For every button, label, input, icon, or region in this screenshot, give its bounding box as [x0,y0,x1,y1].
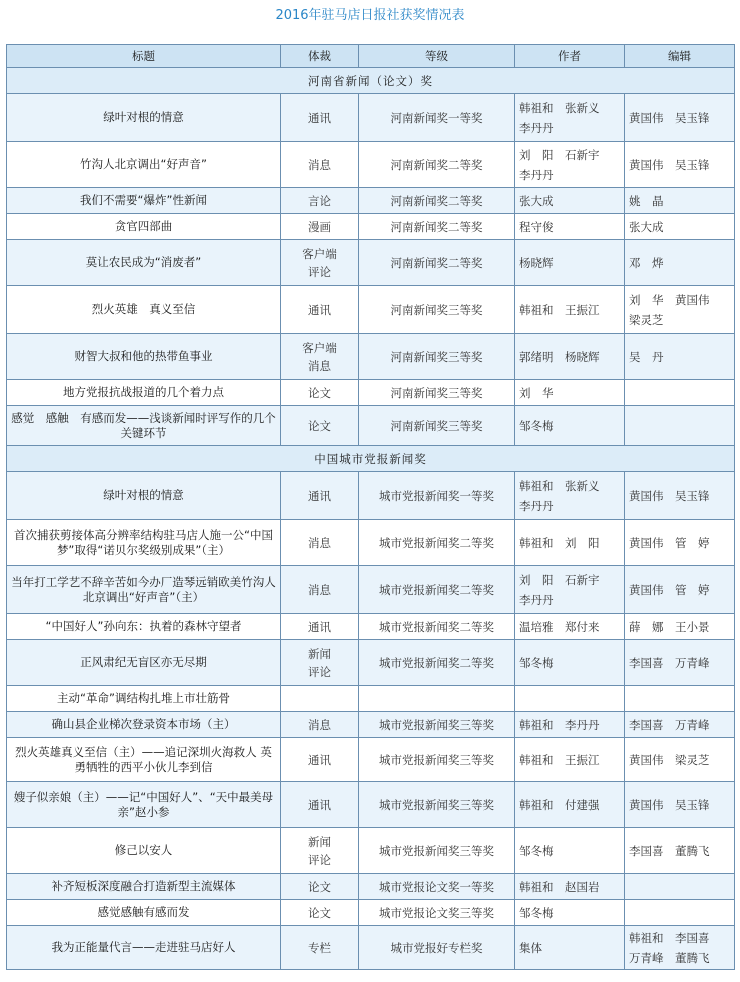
cell-title: 烈火英雄真义至信（主）——追记深圳火海救人 英勇牺牲的西平小伙儿李到信 [7,738,281,782]
cell-title: 主动“革命”调结构扎堆上市壮筋骨 [7,686,281,712]
cell-type: 新闻 评论 [281,640,359,686]
cell-grade: 城市党报新闻奖三等奖 [359,782,515,828]
cell-grade: 城市党报新闻奖三等奖 [359,828,515,874]
cell-type: 论文 [281,380,359,406]
cell-title: 我们不需要“爆炸”性新闻 [7,188,281,214]
cell-title: 正风肃纪无盲区亦无尽期 [7,640,281,686]
table-row [7,240,735,286]
cell-title: 莫让农民成为“消废者” [7,240,281,286]
header-title: 标题 [7,45,281,68]
cell-editor [625,900,735,926]
cell-author: 韩祖和 王振江 [515,286,625,334]
cell-author: 郭绪明 杨晓辉 [515,334,625,380]
section-title: 河南省新闻（论文）奖 [7,68,735,94]
cell-title: 绿叶对根的情意 [7,94,281,142]
table-row [7,94,735,142]
cell-editor [625,874,735,900]
table-row [7,926,735,970]
cell-title: 当年打工学艺不辞辛苦如今办厂造琴远销欧美竹沟人北京调出“好声音”（主） [7,566,281,614]
cell-editor: 黄国伟 吴玉锋 [625,472,735,520]
cell-title: 地方党报抗战报道的几个着力点 [7,380,281,406]
cell-title: 我为正能量代言——走进驻马店好人 [7,926,281,970]
cell-author: 刘 阳 石新宇 李丹丹 [515,142,625,188]
cell-author: 温培雅 郑付来 [515,614,625,640]
cell-author: 韩祖和 刘 阳 [515,520,625,566]
header-type: 体裁 [281,45,359,68]
cell-type: 通讯 [281,782,359,828]
header-grade: 等级 [359,45,515,68]
cell-author: 刘 阳 石新宇 李丹丹 [515,566,625,614]
section-header-row [7,68,735,94]
cell-editor: 黄国伟 管 婷 [625,566,735,614]
cell-editor: 韩祖和 李国喜 万青峰 董腾飞 [625,926,735,970]
cell-grade: 城市党报新闻奖三等奖 [359,712,515,738]
cell-type: 通讯 [281,286,359,334]
cell-title: 确山县企业梯次登录资本市场（主） [7,712,281,738]
cell-author: 韩祖和 赵国岩 [515,874,625,900]
cell-editor: 薛 娜 王小景 [625,614,735,640]
cell-type: 客户端 消息 [281,334,359,380]
cell-title: 补齐短板深度融合打造新型主流媒体 [7,874,281,900]
cell-editor: 张大成 [625,214,735,240]
table-row [7,380,735,406]
cell-type: 新闻 评论 [281,828,359,874]
table-row [7,686,735,712]
header-author: 作者 [515,45,625,68]
cell-type: 消息 [281,712,359,738]
cell-grade: 城市党报新闻奖二等奖 [359,614,515,640]
cell-author: 张大成 [515,188,625,214]
table-row [7,286,735,334]
cell-grade: 城市党报论文奖一等奖 [359,874,515,900]
cell-type [281,686,359,712]
cell-type: 论文 [281,874,359,900]
cell-type: 漫画 [281,214,359,240]
cell-author: 韩祖和 王振江 [515,738,625,782]
cell-editor: 刘 华 黄国伟 梁灵芝 [625,286,735,334]
cell-title: 感觉感触有感而发 [7,900,281,926]
table-row [7,640,735,686]
cell-editor: 李国喜 万青峰 [625,640,735,686]
cell-author: 邹冬梅 [515,900,625,926]
cell-type: 论文 [281,406,359,446]
section-header-row [7,446,735,472]
cell-editor: 黄国伟 吴玉锋 [625,142,735,188]
cell-editor: 邓 烨 [625,240,735,286]
cell-type: 通讯 [281,614,359,640]
cell-title: 嫂子似亲娘（主）——记“中国好人”、“天中最美母亲”赵小参 [7,782,281,828]
awards-table [6,44,735,970]
table-body [7,68,735,970]
cell-type: 专栏 [281,926,359,970]
cell-author: 邹冬梅 [515,406,625,446]
cell-grade: 河南新闻奖三等奖 [359,380,515,406]
cell-author: 韩祖和 李丹丹 [515,712,625,738]
cell-title: 竹沟人北京调出“好声音” [7,142,281,188]
cell-grade: 河南新闻奖三等奖 [359,334,515,380]
cell-grade: 河南新闻奖三等奖 [359,406,515,446]
table-row [7,828,735,874]
cell-editor: 黄国伟 吴玉锋 [625,782,735,828]
table-row [7,566,735,614]
table-row [7,874,735,900]
table-row [7,738,735,782]
cell-title: 首次捕获剪接体高分辨率结构驻马店人施一公“中国梦”取得“诺贝尔奖级别成果”（主） [7,520,281,566]
cell-grade: 城市党报新闻奖一等奖 [359,472,515,520]
cell-grade: 河南新闻奖二等奖 [359,188,515,214]
cell-type: 言论 [281,188,359,214]
cell-title: 贪官四部曲 [7,214,281,240]
cell-editor: 黄国伟 梁灵芝 [625,738,735,782]
cell-grade: 城市党报论文奖三等奖 [359,900,515,926]
cell-grade: 河南新闻奖三等奖 [359,286,515,334]
table-row [7,614,735,640]
cell-editor: 李国喜 万青峰 [625,712,735,738]
table-row [7,712,735,738]
cell-type: 消息 [281,566,359,614]
cell-grade: 河南新闻奖二等奖 [359,214,515,240]
cell-grade: 河南新闻奖二等奖 [359,142,515,188]
cell-grade: 河南新闻奖二等奖 [359,240,515,286]
cell-editor [625,406,735,446]
cell-author: 韩祖和 张新义 李丹丹 [515,94,625,142]
cell-grade [359,686,515,712]
cell-title: 感觉 感触 有感而发——浅谈新闻时评写作的几个关键环节 [7,406,281,446]
cell-author: 韩祖和 付建强 [515,782,625,828]
cell-type: 消息 [281,520,359,566]
table-row [7,142,735,188]
cell-grade: 城市党报好专栏奖 [359,926,515,970]
cell-title: “中国好人”孙向东：执着的森林守望者 [7,614,281,640]
cell-editor: 黄国伟 管 婷 [625,520,735,566]
cell-grade: 城市党报新闻奖二等奖 [359,520,515,566]
table-row [7,214,735,240]
cell-title: 绿叶对根的情意 [7,472,281,520]
cell-editor: 吴 丹 [625,334,735,380]
table-row [7,406,735,446]
cell-grade: 城市党报新闻奖二等奖 [359,640,515,686]
cell-grade: 城市党报新闻奖三等奖 [359,738,515,782]
cell-author: 邹冬梅 [515,640,625,686]
cell-type: 客户端 评论 [281,240,359,286]
cell-grade: 城市党报新闻奖二等奖 [359,566,515,614]
cell-author: 刘 华 [515,380,625,406]
header-row [7,45,735,68]
cell-editor [625,380,735,406]
table-row [7,188,735,214]
cell-editor: 李国喜 董腾飞 [625,828,735,874]
cell-editor [625,686,735,712]
cell-author [515,686,625,712]
cell-author: 杨晓辉 [515,240,625,286]
cell-title: 烈火英雄 真义至信 [7,286,281,334]
cell-type: 消息 [281,142,359,188]
cell-editor: 姚 晶 [625,188,735,214]
cell-type: 通讯 [281,472,359,520]
cell-title: 财智大叔和他的热带鱼事业 [7,334,281,380]
table-row [7,900,735,926]
section-title: 中国城市党报新闻奖 [7,446,735,472]
cell-type: 论文 [281,900,359,926]
cell-author: 程守俊 [515,214,625,240]
cell-type: 通讯 [281,738,359,782]
table-row [7,472,735,520]
cell-editor: 黄国伟 吴玉锋 [625,94,735,142]
header-editor: 编辑 [625,45,735,68]
table-row [7,782,735,828]
page-title: 2016年驻马店日报社获奖情况表 [275,8,465,23]
cell-author: 集体 [515,926,625,970]
table-row [7,334,735,380]
table-row [7,520,735,566]
cell-author: 邹冬梅 [515,828,625,874]
cell-title: 修己以安人 [7,828,281,874]
cell-author: 韩祖和 张新义 李丹丹 [515,472,625,520]
cell-grade: 河南新闻奖一等奖 [359,94,515,142]
cell-type: 通讯 [281,94,359,142]
